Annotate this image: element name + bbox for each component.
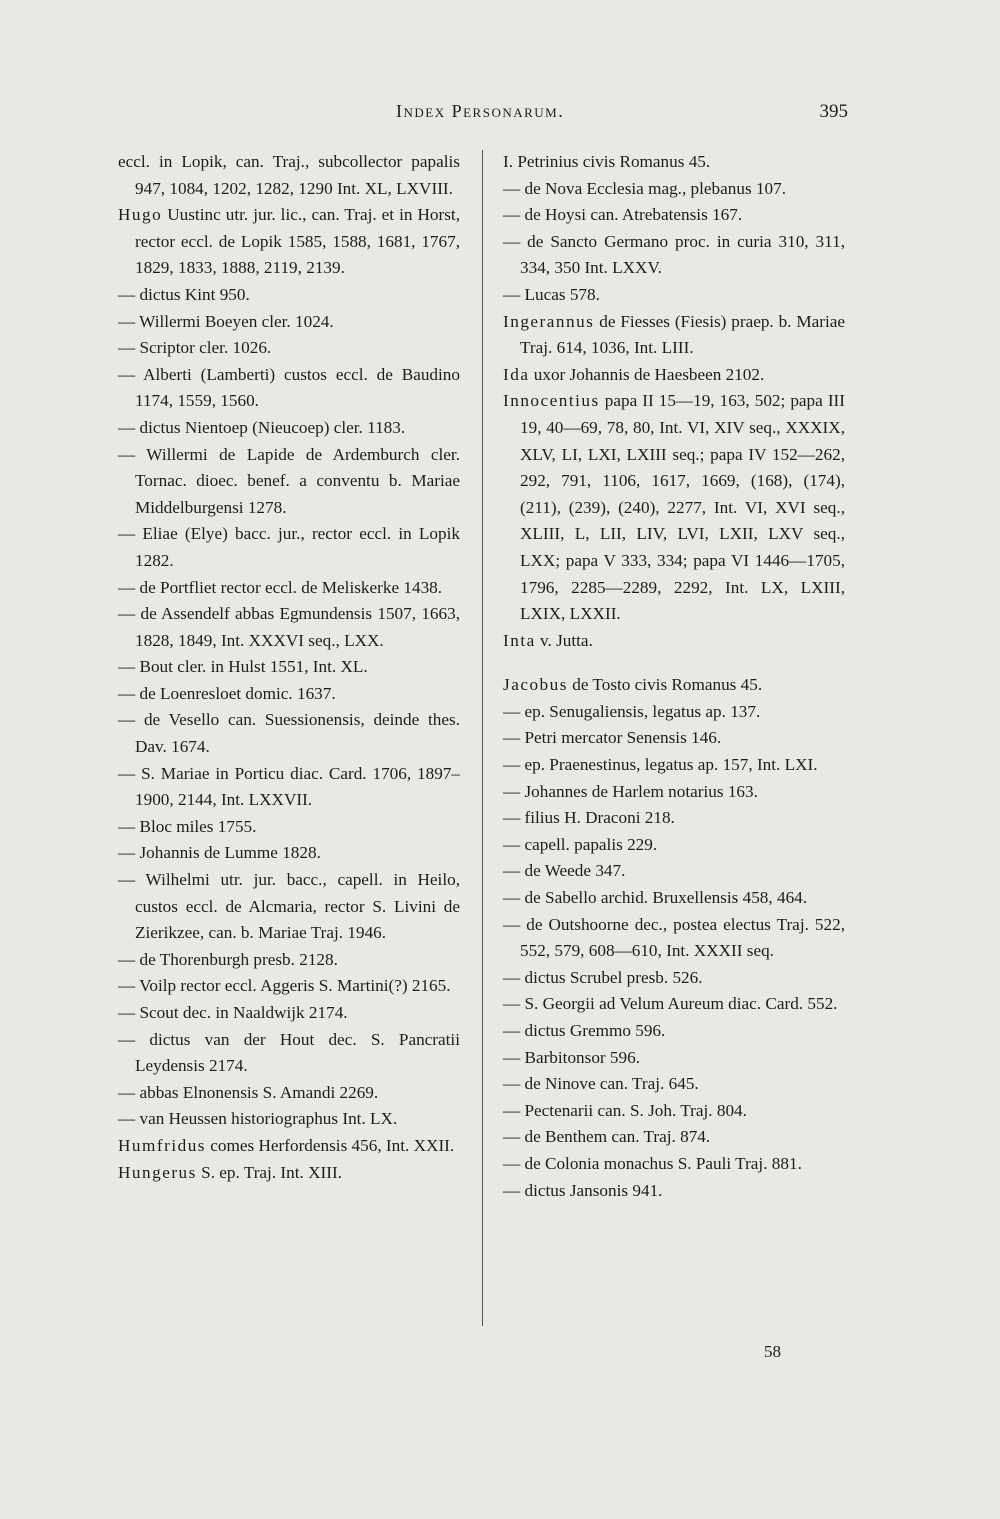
entry-text: v. Jutta. [540,630,593,650]
index-entry [118,867,460,947]
entry-text: — Alberti (Lamberti) custos eccl. de Baudino 1174, 1559, 1560. [118,364,460,411]
index-entry [118,362,460,415]
entry-text: — de Hoysi can. Atrebatensis 167. [503,205,743,225]
index-entry [503,1045,845,1072]
entry-text: — dictus Gremmo 596. [503,1021,666,1040]
entry-text: — de Sancto Germano proc. in curia 310, 311, 334, 350 Int. LXXV. [503,231,845,278]
index-entry [118,1133,460,1160]
index-entry [503,282,845,309]
index-entry [503,229,845,282]
entry-headword: Ingerannus [503,311,595,331]
entry-text: — Petri mercator Senensis 146. [503,728,722,748]
entry-text: — de Thorenburgh presb. 2128. [118,949,338,969]
entry-text: — Lucas 578. [503,284,600,304]
index-entry [118,814,460,841]
index-entry [503,779,845,806]
index-entry [118,1027,460,1080]
index-entry [503,752,845,779]
index-entry [503,965,845,992]
entry-text: — de Outshoorne dec., postea electus Traj. 522, 552, 579, 608—610, Int. XXXII seq. [503,914,845,961]
index-entry [503,885,845,912]
entry-text: — dictus Jansonis 941. [503,1180,663,1200]
index-entry [118,601,460,654]
entry-text: — de Loenresloet domic. 1637. [118,683,336,703]
entry-text: — de Vesello can. Suessionensis, deinde thes. Dav. 1674. [118,710,460,757]
index-entry [503,362,845,389]
entry-text: — Willermi de Lapide de Ardemburch cler. Tornac. dioec. benef. a conventu b. Mariae Middelburgensi 1278. [118,444,460,517]
entry-text: — dictus van der Hout dec. S. Pancratii Leydensis 2174. [118,1029,460,1076]
entry-text: — Scout dec. in Naaldwijk 2174. [118,1003,348,1022]
entry-text: — Bout cler. in Hulst 1551, Int. XL. [118,657,368,677]
index-entry [503,1098,845,1125]
index-entry [118,415,460,442]
index-entry [503,672,845,699]
index-entry [503,858,845,885]
entry-text: — van Heussen historiographus Int. LX. [118,1109,398,1129]
entry-text: — filius H. Draconi 218. [503,808,675,828]
index-entry [118,202,460,282]
entry-text: Uustinc utr. jur. lic., can. Traj. et in Horst, rector eccl. de Lopik 1585, 1588, 1681, 1767, 1829, 1833, 1888, 2119, 2139. [135,205,460,278]
index-entry [503,991,845,1018]
index-entry [503,176,845,203]
entry-text: — de Colonia monachus S. Pauli Traj. 881. [503,1153,802,1173]
index-entry [118,442,460,522]
index-entry [503,202,845,229]
entry-text: — Barbitonsor 596. [503,1047,641,1067]
column-divider [482,150,483,1326]
entry-text: — de Benthem can. Traj. 874. [503,1127,711,1147]
signature-mark: 58 [764,1342,781,1361]
index-entry [503,388,845,627]
index-entry [118,681,460,708]
index-entry [503,1018,845,1045]
index-entry [118,707,460,760]
index-entry [503,149,845,176]
index-entry [118,840,460,867]
entry-text: comes Herfordensis 456, Int. XXII. [210,1135,455,1155]
running-title: Index Personarum. [396,101,565,121]
entry-text: — Eliae (Elye) bacc. jur., rector eccl. in Lopik 1282. [118,524,460,570]
entry-text: — S. Mariae in Porticu diac. Card. 1706, 1897–1900, 2144, Int. LXXVII. [118,763,460,810]
entry-text: — dictus Nientoep (Nieucoep) cler. 1183. [118,417,406,437]
entry-headword: Humfridus [118,1135,206,1155]
entry-text: — Voilp rector eccl. Aggeris S. Martini(?) 2165. [118,976,451,996]
right-column [503,149,845,1204]
index-entry [118,654,460,681]
entry-text: — capell. papalis 229. [503,834,658,854]
entry-text: — Pectenarii can. S. Joh. Traj. 804. [503,1100,747,1120]
entry-text: uxor Johannis de Haesbeen 2102. [533,364,765,384]
entry-text: — S. Georgii ad Velum Aureum diac. Card. 552. [503,994,838,1014]
index-entry [118,521,460,574]
entry-text: — Bloc miles 1755. [118,816,257,836]
index-entry [118,335,460,362]
entry-text: I. Petrinius civis Romanus 45. [503,152,711,171]
entry-text: — de Sabello archid. Bruxellensis 458, 464. [503,888,808,908]
index-entry [118,309,460,336]
index-entry [118,282,460,309]
page-number: 395 [819,101,848,122]
index-entry [503,1124,845,1151]
index-entry [503,805,845,832]
entry-text: — Scriptor cler. 1026. [118,338,272,358]
index-entry [118,1080,460,1107]
index-entry [118,1000,460,1027]
entry-text: — dictus Kint 950. [118,284,250,304]
entry-headword: Ida [503,364,530,384]
index-entry [118,761,460,814]
left-column [118,149,460,1186]
entry-text: — ep. Senugaliensis, legatus ap. 137. [503,701,761,721]
index-entry [503,912,845,965]
index-entry [503,628,845,655]
entry-text: — ep. Praenestinus, legatus ap. 157, Int. LXI. [503,755,818,775]
page-header [0,101,1000,131]
entry-text: — dictus Scrubel presb. 526. [503,967,703,987]
entry-text: — de Weede 347. [503,861,626,881]
entry-text: de Tosto civis Romanus 45. [572,675,763,695]
index-entry [503,1178,845,1205]
entry-text: S. ep. Traj. Int. XIII. [201,1162,342,1182]
index-entry [118,575,460,602]
entry-text: eccl. in Lopik, can. Traj., subcollector papalis 947, 1084, 1202, 1282, 1290 Int. XL, LXVIII. [118,152,460,198]
entry-headword: Innocentius [503,391,600,411]
index-entry [503,1151,845,1178]
entry-text: — de Assendelf abbas Egmundensis 1507, 1663, 1828, 1849, Int. XXXVI seq., LXX. [118,604,460,650]
entry-text: papa II 15—19, 163, 502; papa III 19, 40—69, 78, 80, Int. VI, XIV seq., XXXIX, XLV, LI, LXI, LXIII seq.; papa IV 152—262, 292, 791, 1106, 1617, 1669, (168), (174), (211), (239), (240), 2277, Int. VI, XVI seq., XLIII, L, LII, LIV, LVI, LXII, LXV seq., LXX; papa V 333, 334; papa VI 1446—1705, 1796, 2285—2289, 2292, Int. LX, LXIII, LXIX, LXXII. [520,391,845,624]
entry-text: de Fiesses (Fiesis) praep. b. Mariae Traj. 614, 1036, Int. LIII. [520,311,845,358]
entry-text: — Wilhelmi utr. jur. bacc., capell. in Heilo, custos eccl. de Alcmaria, rector S. Livini de Zierikzee, can. b. Mariae Traj. 1946. [118,870,460,943]
index-entry [118,149,460,202]
index-entry [503,1071,845,1098]
index-entry [118,1106,460,1133]
entry-text: — Johannes de Harlem notarius 163. [503,781,758,801]
entry-headword: Hugo [118,205,163,225]
index-entry [118,1160,460,1187]
entry-text: — Willermi Boeyen cler. 1024. [118,311,334,331]
index-entry [118,947,460,974]
index-entry [503,309,845,362]
entry-text: — de Nova Ecclesia mag., plebanus 107. [503,178,787,198]
index-entry [503,725,845,752]
entry-text: — de Ninove can. Traj. 645. [503,1074,699,1094]
entry-headword: Jacobus [503,675,568,695]
index-entry [503,832,845,859]
index-entry [503,699,845,726]
index-entry [118,973,460,1000]
entry-headword: Inta [503,630,536,650]
entry-text: — de Portfliet rector eccl. de Meliskerke 1438. [118,577,443,597]
entry-text: — Johannis de Lumme 1828. [118,843,321,863]
entry-text: — abbas Elnonensis S. Amandi 2269. [118,1082,379,1102]
entry-headword: Hungerus [118,1162,197,1182]
